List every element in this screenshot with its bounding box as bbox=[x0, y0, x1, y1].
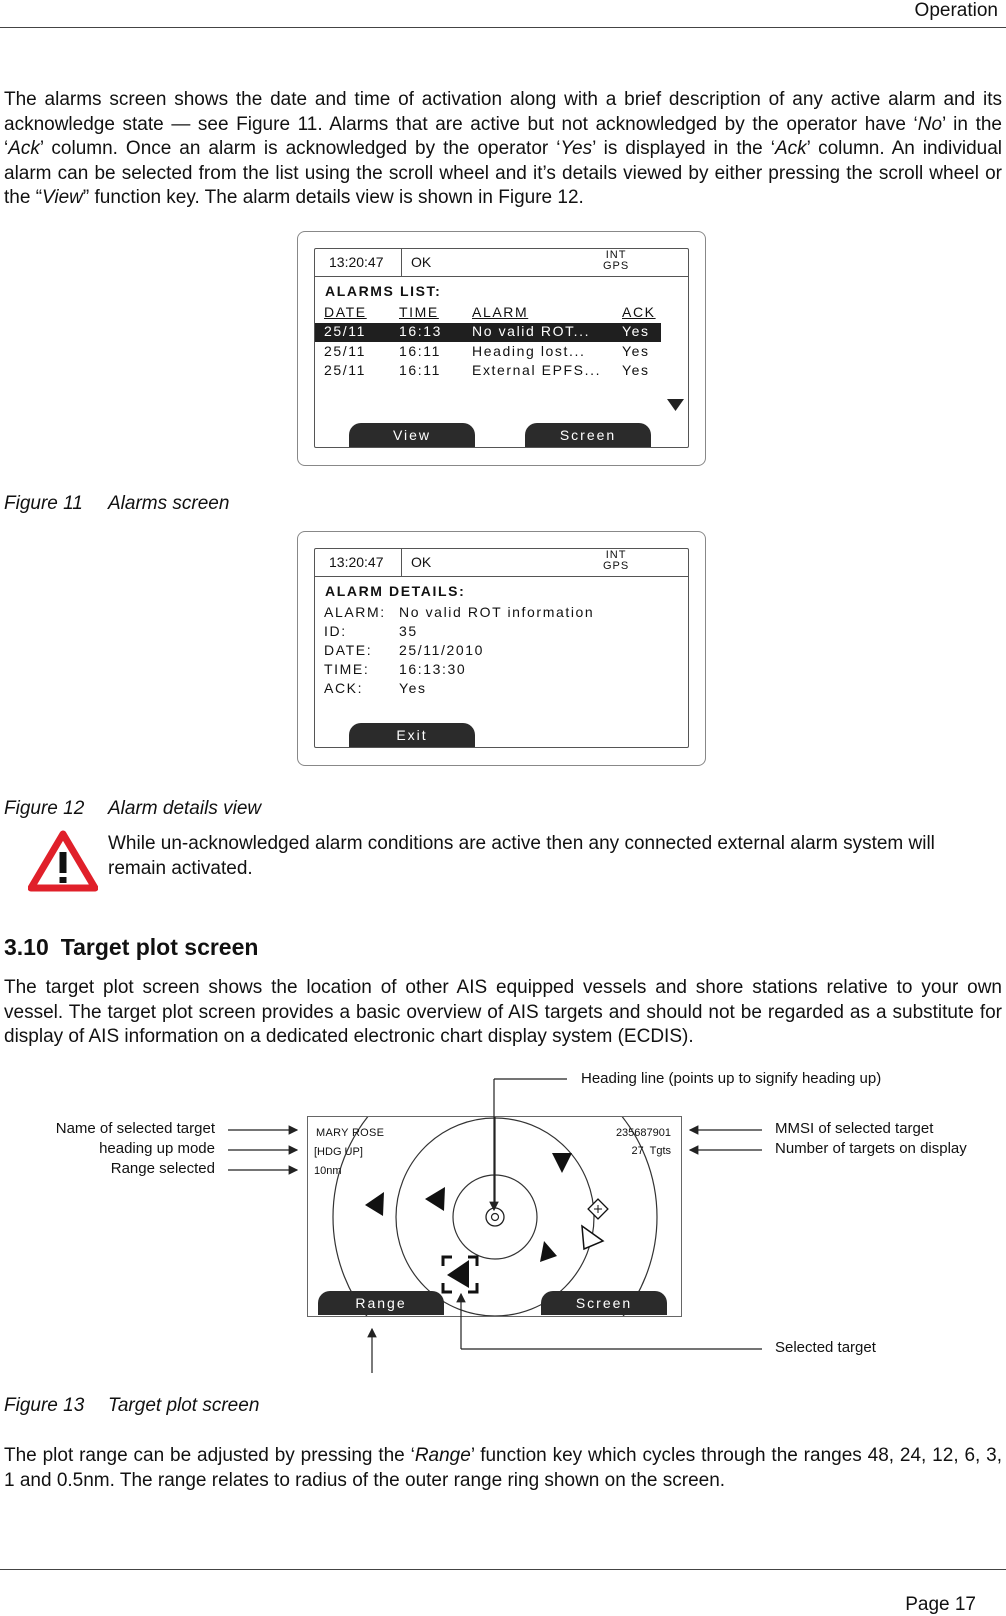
field-label: ID: bbox=[324, 623, 347, 639]
field-value: 35 bbox=[399, 623, 418, 639]
heading-line-callout: Heading line (points up to signify heading up) bbox=[581, 1070, 882, 1087]
screen-softkey[interactable]: Screen bbox=[541, 1291, 667, 1315]
heading-mode-callout: heading up mode bbox=[99, 1140, 215, 1157]
field-label: ACK: bbox=[324, 680, 364, 696]
field-label: TIME: bbox=[324, 661, 370, 677]
screen-softkey[interactable]: Screen bbox=[525, 423, 651, 447]
field-label: ALARM: bbox=[324, 604, 386, 620]
mmsi-callout: MMSI of selected target bbox=[775, 1120, 934, 1137]
field-label: DATE: bbox=[324, 642, 373, 658]
col-alarm: ALARM bbox=[472, 304, 529, 320]
gps-source: INT GPS bbox=[603, 249, 630, 272]
targets-callout: Number of targets on display bbox=[775, 1140, 967, 1157]
warning-icon bbox=[28, 830, 98, 892]
alarms-screen-device bbox=[297, 231, 706, 466]
status-state: OK bbox=[411, 554, 432, 570]
right-callouts bbox=[775, 1119, 967, 1159]
view-softkey[interactable]: View bbox=[349, 423, 475, 447]
display-mode: [HDG UP] bbox=[314, 1146, 363, 1158]
status-state: OK bbox=[411, 254, 432, 270]
range-softkey[interactable]: Range bbox=[318, 1291, 444, 1315]
range-paragraph: The plot range can be adjusted by pressing the ‘Range’ function key which cycles through the ranges 48, 24, 12, 6, 3, 1 and 0.5nm. The range relates to radius of the outer range ring shown on the screen. bbox=[4, 1445, 1002, 1491]
figure-13-caption: Figure 13 Target plot screen bbox=[4, 1395, 260, 1416]
alarms-screen-display bbox=[314, 248, 689, 448]
target-count: 27 Tgts bbox=[631, 1145, 671, 1157]
status-bar bbox=[315, 249, 688, 277]
table-row[interactable]: 25/11 16:11 Heading lost... Yes bbox=[324, 343, 650, 359]
range-callout: Range selected bbox=[110, 1160, 215, 1177]
page-header-title: Operation bbox=[914, 0, 998, 21]
vessel-name: MARY ROSE bbox=[316, 1127, 385, 1139]
selected-target-callout: Selected target bbox=[775, 1339, 876, 1356]
scroll-down-icon[interactable] bbox=[667, 399, 685, 413]
gps-source: INT GPS bbox=[603, 549, 630, 572]
figure-11-caption: Figure 11 Alarms screen bbox=[4, 493, 230, 514]
range-value: 10nm bbox=[314, 1165, 342, 1177]
name-callout: Name of selected target bbox=[55, 1120, 215, 1137]
exit-softkey[interactable]: Exit bbox=[349, 723, 475, 747]
status-bar bbox=[315, 549, 688, 577]
mmsi-value: 235687901 bbox=[615, 1127, 671, 1139]
section-heading: 3.10 Target plot screen bbox=[4, 934, 259, 960]
field-value: 25/11/2010 bbox=[399, 642, 485, 658]
footer-rule bbox=[0, 1569, 1006, 1570]
alarm-details-display bbox=[314, 548, 689, 748]
intro-paragraph: The alarms screen shows the date and time of activation along with a brief description of any active alarm and its acknowledge state — see Figure 11. Alarms that are active but not acknowledged by the operator have ‘No’ in the ‘Ack’ column. Once an alarm is acknowledged by the operator ‘Yes’ is displayed in the ‘Ack’ column. An individual alarm can be selected from the list using the scroll wheel and it’s details viewed by either pressing the scroll wheel or the “View” function key. The alarm details view is shown in Figure 12. bbox=[4, 89, 1002, 208]
field-value: 16:13:30 bbox=[399, 661, 467, 677]
callout-lines bbox=[0, 1060, 1006, 1380]
alarms-list-title: ALARMS LIST: bbox=[325, 283, 442, 299]
figure-12-caption: Figure 12 Alarm details view bbox=[4, 798, 262, 819]
page-number: Page 17 bbox=[905, 1594, 976, 1615]
left-callouts bbox=[20, 1119, 215, 1179]
col-time: TIME bbox=[399, 304, 439, 320]
alarm-details-title: ALARM DETAILS: bbox=[325, 583, 466, 599]
target-plot-paragraph: The target plot screen shows the location of other AIS equipped vessels and shore stations relative to your own vessel. The target plot screen provides a basic overview of AIS targets and should not be regarded as a substitute for display of AIS information on a dedicated electronic chart display system (ECDIS). bbox=[4, 977, 1002, 1047]
col-ack: ACK bbox=[622, 304, 656, 320]
table-row-selected[interactable]: 25/11 16:13 No valid ROT... Yes bbox=[315, 323, 661, 342]
col-date: DATE bbox=[324, 304, 367, 320]
header-rule bbox=[0, 27, 1006, 28]
warning-text: While un-acknowledged alarm conditions are active then any connected external alarm system will remain activated. bbox=[108, 833, 935, 879]
field-value: Yes bbox=[399, 680, 427, 696]
field-value: No valid ROT information bbox=[399, 604, 595, 620]
status-time: 13:20:47 bbox=[329, 554, 384, 570]
alarm-details-device bbox=[297, 531, 706, 766]
table-row[interactable]: 25/11 16:11 External EPFS... Yes bbox=[324, 362, 650, 378]
status-time: 13:20:47 bbox=[329, 254, 384, 270]
